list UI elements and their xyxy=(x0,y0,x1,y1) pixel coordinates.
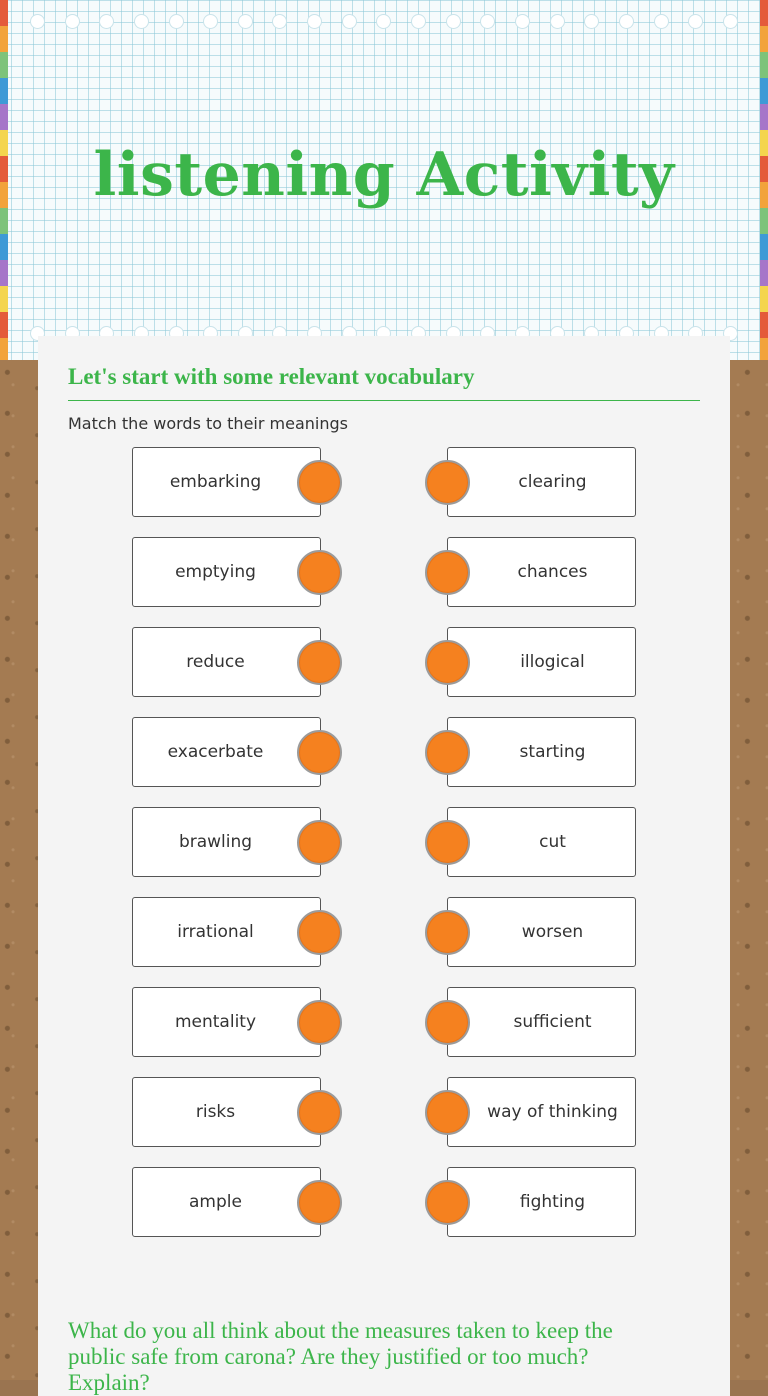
connector-dot-left[interactable] xyxy=(297,910,342,955)
connector-dot-left[interactable] xyxy=(297,1090,342,1135)
match-term-right[interactable]: sufficient xyxy=(447,987,636,1057)
connector-dot-right[interactable] xyxy=(425,820,470,865)
connector-dot-right[interactable] xyxy=(425,1090,470,1135)
binder-hole xyxy=(342,14,357,29)
match-term-left[interactable]: ample xyxy=(132,1167,321,1237)
match-term-right[interactable]: worsen xyxy=(447,897,636,967)
match-term-left[interactable]: risks xyxy=(132,1077,321,1147)
binder-holes-top xyxy=(30,14,738,30)
match-term-right[interactable]: illogical xyxy=(447,627,636,697)
binder-hole xyxy=(584,14,599,29)
binder-hole xyxy=(654,14,669,29)
match-term-right[interactable]: way of thinking xyxy=(447,1077,636,1147)
match-term-left[interactable]: exacerbate xyxy=(132,717,321,787)
match-term-left[interactable]: mentality xyxy=(132,987,321,1057)
match-term-right[interactable]: chances xyxy=(447,537,636,607)
binder-hole xyxy=(169,14,184,29)
connector-dot-left[interactable] xyxy=(297,820,342,865)
header-banner xyxy=(0,0,768,360)
binder-hole xyxy=(550,14,565,29)
match-term-right[interactable]: fighting xyxy=(447,1167,636,1237)
connector-dot-right[interactable] xyxy=(425,1000,470,1045)
match-row xyxy=(38,897,730,967)
binder-hole xyxy=(307,14,322,29)
match-row xyxy=(38,537,730,607)
match-row xyxy=(38,447,730,517)
binder-hole xyxy=(30,14,45,29)
binder-hole xyxy=(99,14,114,29)
match-row xyxy=(38,987,730,1057)
instruction-text: Match the words to their meanings xyxy=(68,414,348,433)
section-title: Let's start with some relevant vocabulary xyxy=(68,364,700,401)
connector-dot-left[interactable] xyxy=(297,460,342,505)
binder-hole xyxy=(203,14,218,29)
binder-hole xyxy=(272,14,287,29)
match-term-left[interactable]: embarking xyxy=(132,447,321,517)
connector-dot-left[interactable] xyxy=(297,1000,342,1045)
binder-hole xyxy=(446,14,461,29)
match-row xyxy=(38,807,730,877)
match-term-left[interactable]: brawling xyxy=(132,807,321,877)
binder-hole xyxy=(619,14,634,29)
binder-hole xyxy=(65,14,80,29)
binder-hole xyxy=(376,14,391,29)
connector-dot-left[interactable] xyxy=(297,730,342,775)
page-title: listening Activity xyxy=(93,140,675,210)
connector-dot-right[interactable] xyxy=(425,460,470,505)
connector-dot-right[interactable] xyxy=(425,730,470,775)
match-row xyxy=(38,627,730,697)
question-text: What do you all think about the measures taken to keep the public safe from carona? Are they justified or too much? Explain? xyxy=(68,1318,613,1395)
match-term-left[interactable]: reduce xyxy=(132,627,321,697)
connector-dot-left[interactable] xyxy=(297,1180,342,1225)
binder-hole xyxy=(723,14,738,29)
match-term-right[interactable]: cut xyxy=(447,807,636,877)
binder-hole xyxy=(515,14,530,29)
connector-dot-right[interactable] xyxy=(425,1180,470,1225)
binder-hole xyxy=(238,14,253,29)
binder-hole xyxy=(480,14,495,29)
connector-dot-right[interactable] xyxy=(425,550,470,595)
match-term-right[interactable]: clearing xyxy=(447,447,636,517)
connector-dot-left[interactable] xyxy=(297,550,342,595)
binder-hole xyxy=(688,14,703,29)
binder-hole xyxy=(134,14,149,29)
match-row xyxy=(38,717,730,787)
match-term-right[interactable]: starting xyxy=(447,717,636,787)
connector-dot-right[interactable] xyxy=(425,640,470,685)
match-term-left[interactable]: irrational xyxy=(132,897,321,967)
connector-dot-right[interactable] xyxy=(425,910,470,955)
binder-hole xyxy=(411,14,426,29)
connector-dot-left[interactable] xyxy=(297,640,342,685)
worksheet-card xyxy=(38,336,730,1396)
match-term-left[interactable]: emptying xyxy=(132,537,321,607)
match-row xyxy=(38,1077,730,1147)
match-row xyxy=(38,1167,730,1237)
